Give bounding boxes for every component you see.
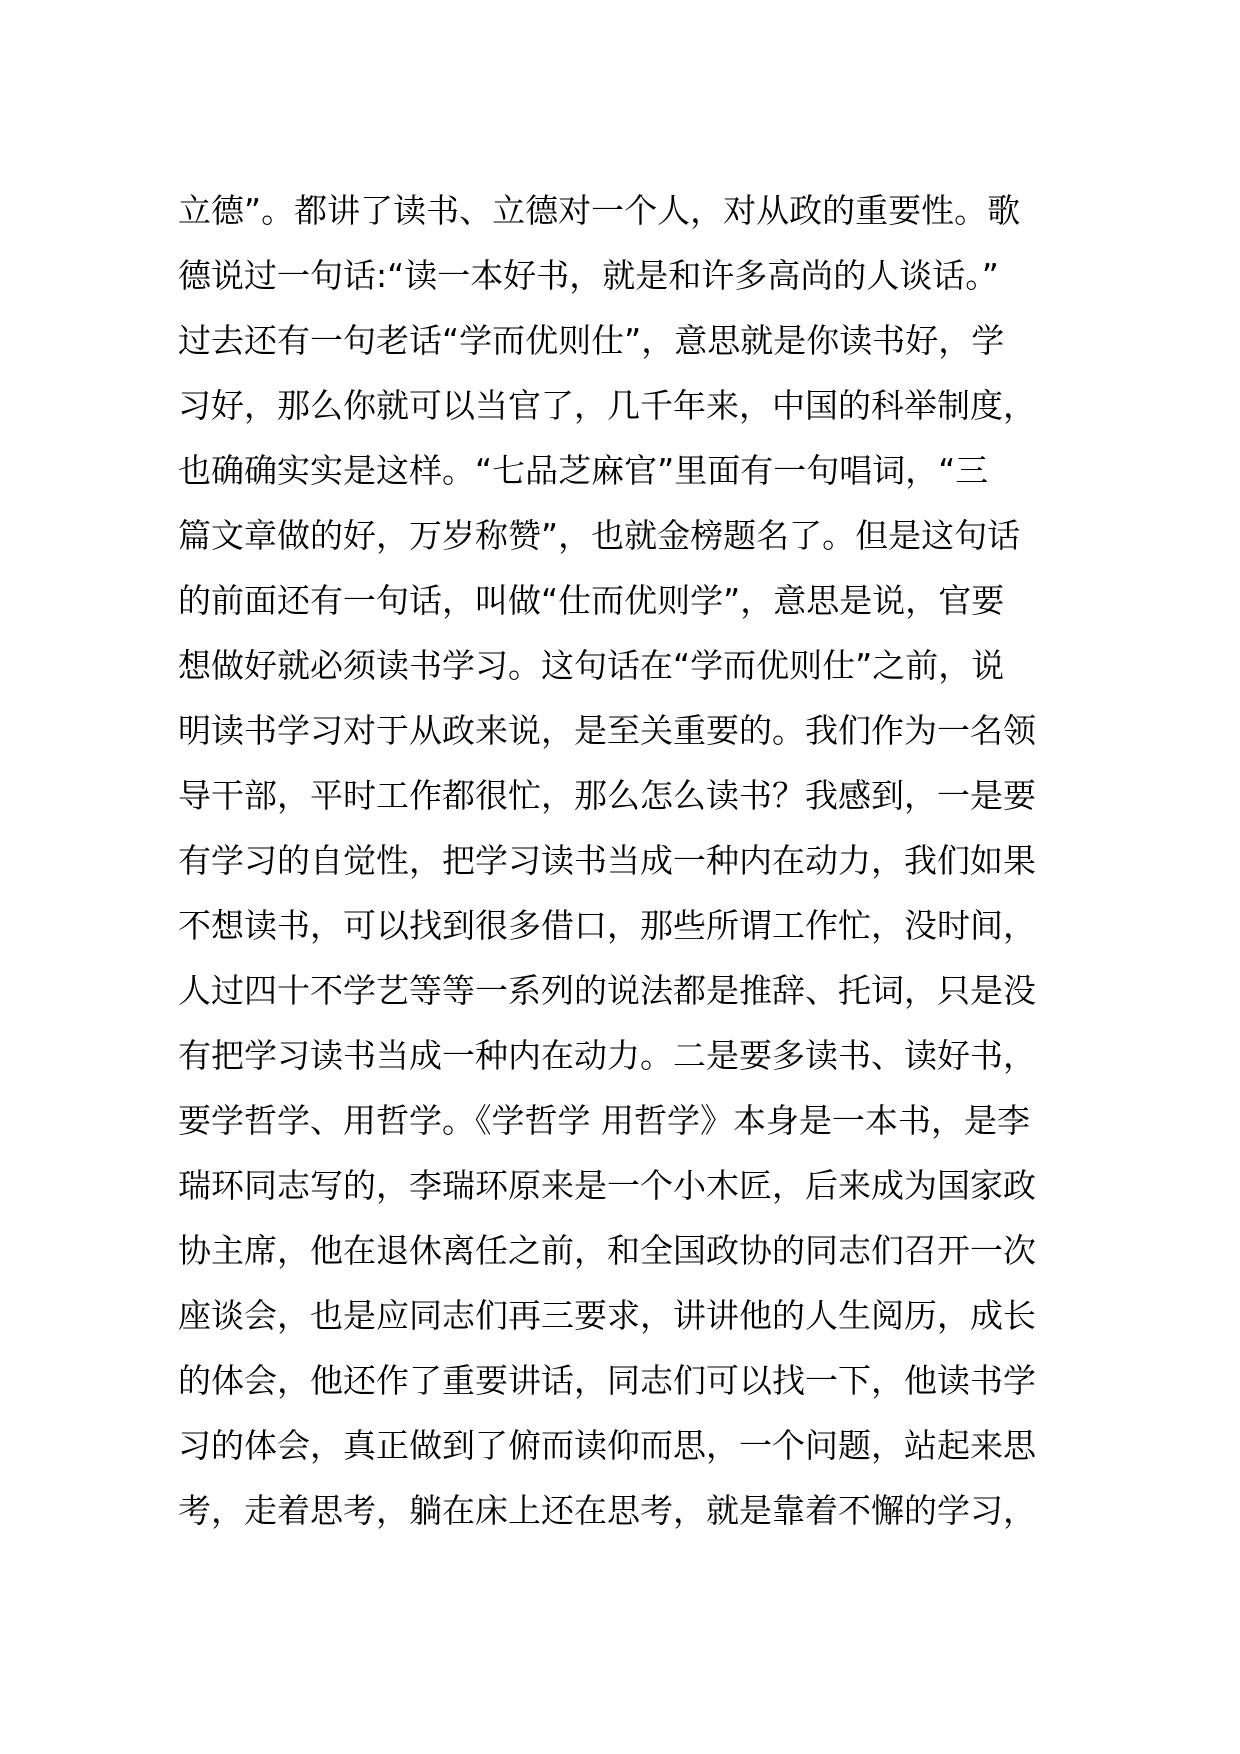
- text-line: 的体会，他还作了重要讲话，同志们可以找一下，他读书学: [178, 1361, 1036, 1400]
- text-line: 德说过一句话:“读一本好书，就是和许多高尚的人谈话。”: [178, 256, 999, 295]
- text-line: 篇文章做的好，万岁称赞”，也就金榜题名了。但是这句话: [178, 516, 1021, 555]
- text-line: 有把学习读书当成一种内在动力。二是要多读书、读好书，: [178, 1036, 1036, 1075]
- text-line: 座谈会，也是应同志们再三要求，讲讲他的人生阅历，成长: [178, 1296, 1036, 1335]
- text-line: 想做好就必须读书学习。这句话在“学而优则仕”之前，说: [178, 646, 1005, 685]
- text-line: 习好，那么你就可以当官了，几千年来，中国的科举制度，: [178, 386, 1036, 425]
- text-line: 人过四十不学艺等等一系列的说法都是推辞、托词，只是没: [178, 971, 1036, 1010]
- text-line: 考，走着思考，躺在床上还在思考，就是靠着不懈的学习，: [178, 1491, 1036, 1530]
- text-line: 瑞环同志写的，李瑞环原来是一个小木匠，后来成为国家政: [178, 1166, 1036, 1205]
- text-line: 有学习的自觉性，把学习读书当成一种内在动力，我们如果: [178, 841, 1036, 880]
- text-line: 也确确实实是这样。“七品芝麻官”里面有一句唱词，“三: [178, 451, 989, 490]
- text-line: 协主席，他在退休离任之前，和全国政协的同志们召开一次: [178, 1231, 1036, 1270]
- text-line: 要学哲学、用哲学。《学哲学 用哲学》本身是一本书，是李: [178, 1101, 1030, 1140]
- text-line: 立德”。都讲了读书、立德对一个人，对从政的重要性。歌: [178, 191, 1021, 230]
- body-text: [178, 178, 1078, 1543]
- text-line: 习的体会，真正做到了俯而读仰而思，一个问题，站起来思: [178, 1426, 1036, 1465]
- text-line: 的前面还有一句话，叫做“仕而优则学”，意思是说，官要: [178, 581, 1005, 620]
- text-line: 不想读书，可以找到很多借口，那些所谓工作忙，没时间，: [178, 906, 1036, 945]
- text-line: 过去还有一句老话“学而优则仕”，意思就是你读书好，学: [178, 321, 1005, 360]
- text-line: 导干部，平时工作都很忙，那么怎么读书？我感到，一是要: [178, 776, 1036, 815]
- text-line: 明读书学习对于从政来说，是至关重要的。我们作为一名领: [178, 711, 1036, 750]
